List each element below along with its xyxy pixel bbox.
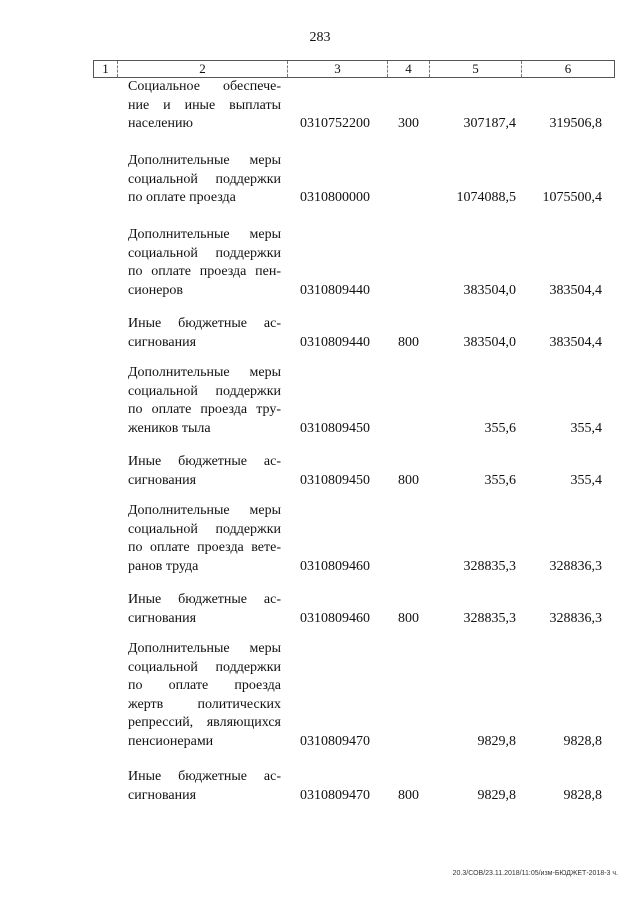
row-value-2018: 9829,8 xyxy=(477,787,516,803)
row-name-line: Социальное обеспече- xyxy=(128,79,281,94)
row-value-2019: 9828,8 xyxy=(563,787,602,803)
row-name-line: сигнования xyxy=(128,610,197,626)
header-col-2: 2 xyxy=(118,61,288,77)
table-row xyxy=(128,453,608,490)
page-number: 283 xyxy=(309,30,331,45)
row-name-line: социальной поддержки xyxy=(128,171,281,187)
row-name xyxy=(128,640,281,751)
row-name xyxy=(128,78,281,134)
row-name-line: по оплате проезда пен- xyxy=(128,264,281,279)
table-row xyxy=(128,768,608,805)
row-name-line: сигнования xyxy=(128,787,197,803)
table-header xyxy=(93,60,615,78)
row-value-2018: 1074088,5 xyxy=(456,190,516,205)
row-value-2019: 1075500,4 xyxy=(542,190,602,205)
header-col-5: 5 xyxy=(430,61,522,77)
row-name-line: Иные бюджетные ас- xyxy=(128,454,281,469)
row-value-2019: 328836,3 xyxy=(549,610,602,626)
row-name xyxy=(128,152,281,208)
header-col-3: 3 xyxy=(288,61,388,77)
row-value-2018: 383504,0 xyxy=(463,334,516,350)
row-name-line: сигнования xyxy=(128,472,197,488)
row-code: 0310809470 xyxy=(300,733,370,749)
row-name-line: социальной поддержки xyxy=(128,521,281,537)
row-code: 0310809460 xyxy=(300,610,370,626)
row-name-line: ранов труда xyxy=(128,558,199,574)
row-name-line: Дополнительные меры xyxy=(128,153,281,168)
row-name-line: социальной поддержки xyxy=(128,245,281,261)
row-code: 0310809470 xyxy=(300,787,370,803)
row-value-2018: 383504,0 xyxy=(463,282,516,298)
row-value-2018: 9829,8 xyxy=(477,733,516,749)
row-name-line: по оплате проезда вете- xyxy=(128,540,281,555)
row-name-line: Дополнительные меры xyxy=(128,503,281,518)
row-name-line: населению xyxy=(128,116,193,131)
row-name xyxy=(128,591,281,628)
row-code: 0310800000 xyxy=(300,190,370,205)
row-name-line: жеников тыла xyxy=(128,420,211,436)
row-name-line: сионеров xyxy=(128,282,184,298)
row-name xyxy=(128,453,281,490)
row-code: 0310809450 xyxy=(300,420,370,436)
row-name-line: по оплате проезда тру- xyxy=(128,402,281,417)
row-name-line: репрессий, являющихся xyxy=(128,715,281,730)
row-value-2018: 328835,3 xyxy=(463,610,516,626)
row-name-line: Иные бюджетные ас- xyxy=(128,769,281,784)
row-code: 0310752200 xyxy=(300,116,370,131)
row-value-2019: 355,4 xyxy=(570,420,602,436)
row-name xyxy=(128,364,281,438)
row-name-line: Иные бюджетные ас- xyxy=(128,592,281,607)
document-footer: 20.3/СОВ/23.11.2018/11:05/изм-БЮДЖЕТ-2018-3 ч. xyxy=(452,870,618,877)
row-name xyxy=(128,502,281,576)
row-name-line: социальной поддержки xyxy=(128,659,281,675)
row-name-line: Дополнительные меры xyxy=(128,641,281,656)
table-row xyxy=(128,364,608,438)
row-name-line: пенсионерами xyxy=(128,733,214,749)
row-expense-type: 800 xyxy=(398,334,419,350)
row-expense-type: 300 xyxy=(398,116,419,131)
table-row xyxy=(128,640,608,751)
header-col-6: 6 xyxy=(564,61,572,76)
row-name-line: по оплате проезда xyxy=(128,190,236,205)
header-col-4: 4 xyxy=(388,61,430,77)
table-row xyxy=(128,591,608,628)
table-row xyxy=(128,226,608,300)
row-code: 0310809460 xyxy=(300,558,370,574)
row-value-2019: 328836,3 xyxy=(549,558,602,574)
row-expense-type: 800 xyxy=(398,610,419,626)
row-value-2018: 355,6 xyxy=(484,472,516,488)
row-value-2019: 355,4 xyxy=(570,472,602,488)
row-code: 0310809450 xyxy=(300,472,370,488)
row-value-2019: 9828,8 xyxy=(563,733,602,749)
row-name xyxy=(128,226,281,300)
row-value-2018: 328835,3 xyxy=(463,558,516,574)
row-code: 0310809440 xyxy=(300,334,370,350)
row-value-2019: 383504,4 xyxy=(549,334,602,350)
row-value-2018: 307187,4 xyxy=(463,116,516,131)
row-name xyxy=(128,768,281,805)
row-expense-type: 800 xyxy=(398,472,419,488)
row-name-line: жертв политических xyxy=(128,696,281,712)
row-name-line: по оплате проезда xyxy=(128,678,281,693)
row-name-line: социальной поддержки xyxy=(128,383,281,399)
table-row xyxy=(128,315,608,352)
row-name-line: сигнования xyxy=(128,334,197,350)
row-name-line: Иные бюджетные ас- xyxy=(128,316,281,331)
row-name-line: Дополнительные меры xyxy=(128,365,281,380)
header-col-1: 1 xyxy=(94,61,118,77)
row-code: 0310809440 xyxy=(300,282,370,298)
row-name xyxy=(128,315,281,352)
table-row xyxy=(128,152,608,208)
row-value-2018: 355,6 xyxy=(484,420,516,436)
row-value-2019: 319506,8 xyxy=(549,116,602,131)
row-name-line: Дополнительные меры xyxy=(128,227,281,242)
table-row xyxy=(128,502,608,576)
row-expense-type: 800 xyxy=(398,787,419,803)
row-value-2019: 383504,4 xyxy=(549,282,602,298)
row-name-line: ние и иные выплаты xyxy=(128,97,281,113)
table-row xyxy=(128,78,608,134)
